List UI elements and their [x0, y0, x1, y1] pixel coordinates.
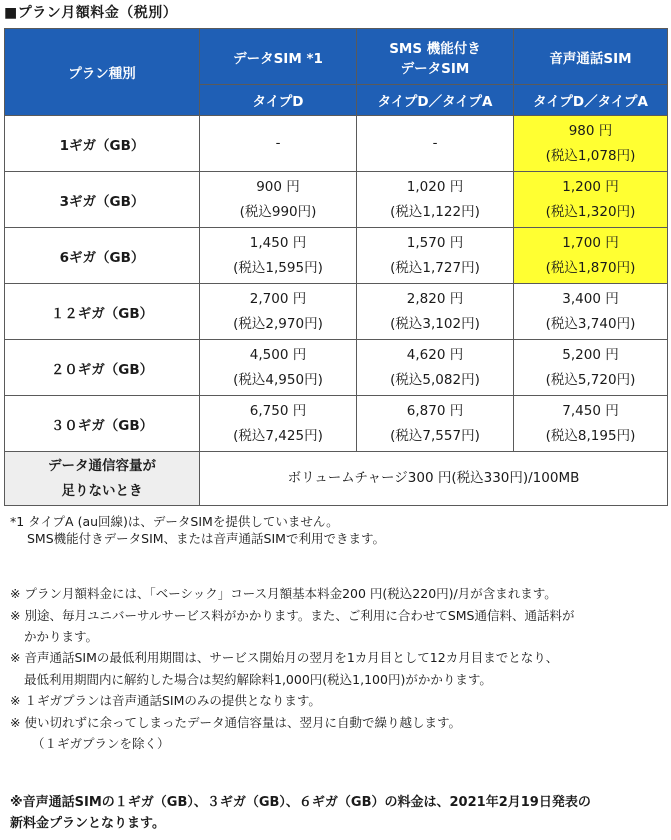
- price-cell: [514, 396, 668, 452]
- price: 2,820 円: [406, 290, 464, 307]
- charge-row: [5, 452, 668, 506]
- tax-price: (税込1,727円): [390, 259, 480, 276]
- tax-price: (税込1,320円): [545, 203, 636, 220]
- price-cell: [200, 284, 357, 340]
- note-text: （１ギガプランを除く）: [32, 736, 170, 751]
- important-note-line1: ※音声通話SIMの１ギガ（GB）、３ギガ（GB）、６ギガ（GB）の料金は、2021年2月19日発表の: [10, 795, 591, 810]
- row-label: 3ギガ（GB）: [5, 172, 200, 228]
- price-cell: [514, 340, 668, 396]
- price: 1,570 円: [406, 234, 464, 251]
- note-text: かかります。: [24, 629, 99, 644]
- price-cell: [357, 284, 514, 340]
- price-cell-highlight: [514, 172, 668, 228]
- table-row: [5, 172, 668, 228]
- price-cell: [514, 284, 668, 340]
- price-cell: [357, 228, 514, 284]
- price: 5,200 円: [562, 346, 619, 363]
- price: 3,400 円: [562, 290, 619, 307]
- footnote-1: [10, 513, 385, 547]
- price-cell-highlight: [514, 228, 668, 284]
- tax-price: (税込1,078円): [545, 147, 636, 164]
- price-cell-highlight: [514, 116, 668, 172]
- price: 7,450 円: [562, 402, 619, 419]
- note-text: ※ プラン月額料金には、「ベーシック」コース月額基本料金200 円(税込220円)/月が含まれます。: [10, 586, 557, 601]
- data-sim-type: タイプD: [200, 85, 357, 116]
- price: 6,870 円: [406, 402, 464, 419]
- note-text: ※ １ギガプランは音声通話SIMのみの提供となります。: [10, 693, 321, 708]
- row-label: １２ギガ（GB）: [5, 284, 200, 340]
- table-row: [5, 284, 668, 340]
- price: -: [432, 135, 438, 151]
- price-cell: [357, 340, 514, 396]
- sms-data-sim-type: タイプD／タイプA: [357, 85, 514, 116]
- note-text: ※ 別途、毎月ユニバーサルサービス料がかかります。また、ご利用に合わせてSMS通信料、通話料が: [10, 608, 575, 623]
- price: 2,700 円: [249, 290, 307, 307]
- voice-sim-type: タイプD／タイプA: [514, 85, 668, 116]
- price-cell: [357, 172, 514, 228]
- tax-price: (税込4,950円): [233, 371, 323, 388]
- charge-label-line2: 足りないとき: [61, 482, 143, 499]
- price: 1,200 円: [562, 178, 619, 195]
- price: 1,020 円: [406, 178, 464, 195]
- table-row: [5, 340, 668, 396]
- table-row: [5, 116, 668, 172]
- row-label: ２０ギガ（GB）: [5, 340, 200, 396]
- sms-data-sim-header: [357, 29, 514, 85]
- row-label: ３０ギガ（GB）: [5, 396, 200, 452]
- page-title: ■プラン月額料金（税別）: [4, 5, 178, 21]
- tax-price: (税込7,557円): [390, 427, 480, 444]
- note-text: ※ 使い切れずに余ってしまったデータ通信容量は、翌月に自動で繰り越します。: [10, 715, 461, 730]
- note-text: ※ 音声通話SIMの最低利用期間は、サービス開始月の翌月を1カ月目として12カ月目までとなり、: [10, 650, 559, 665]
- price: 4,620 円: [406, 346, 464, 363]
- charge-value: ボリュームチャージ300 円(税込330円)/100MB: [200, 452, 668, 506]
- voice-sim-header: 音声通話SIM: [514, 29, 668, 85]
- sms-header-line1: SMS 機能付き: [389, 40, 481, 57]
- tax-price: (税込3,102円): [390, 315, 480, 332]
- table-row: [5, 228, 668, 284]
- row-label: 1ギガ（GB）: [5, 116, 200, 172]
- note-text: 最低利用期間内に解約した場合は契約解除料1,000円(税込1,100円)がかかります。: [24, 672, 492, 687]
- price-cell: [357, 116, 514, 172]
- tax-price: (税込8,195円): [545, 427, 636, 444]
- row-label: 6ギガ（GB）: [5, 228, 200, 284]
- price-cell: [200, 396, 357, 452]
- price: 4,500 円: [249, 346, 307, 363]
- tax-price: (税込5,082円): [390, 371, 480, 388]
- tax-price: (税込3,740円): [545, 315, 636, 332]
- price-cell: [357, 396, 514, 452]
- price: 1,450 円: [249, 234, 307, 251]
- price-cell: [200, 116, 357, 172]
- tax-price: (税込1,595円): [233, 259, 323, 276]
- notes-list: [10, 583, 574, 754]
- price-cell: [200, 340, 357, 396]
- tax-price: (税込7,425円): [233, 427, 323, 444]
- tax-price: (税込990円): [239, 203, 317, 220]
- table-row: [5, 396, 668, 452]
- price: 980 円: [568, 122, 613, 139]
- tax-price: (税込1,870円): [545, 259, 636, 276]
- sms-header-line2: データSIM: [400, 60, 470, 77]
- tax-price: (税込2,970円): [233, 315, 323, 332]
- important-note: [10, 792, 591, 834]
- price-cell: [200, 172, 357, 228]
- note-text: *1 タイプA (au回線)は、データSIMを提供していません。: [10, 514, 339, 529]
- charge-label: [5, 452, 200, 506]
- plan-type-header: プラン種別: [5, 29, 200, 116]
- charge-label-line1: データ通信容量が: [48, 457, 156, 474]
- note-text: SMS機能付きデータSIM、または音声通話SIMで利用できます。: [27, 531, 385, 546]
- important-note-line2: 新料金プランとなります。: [10, 816, 165, 831]
- tax-price: (税込1,122円): [390, 203, 480, 220]
- price: 1,700 円: [562, 234, 619, 251]
- tax-price: (税込5,720円): [545, 371, 636, 388]
- data-sim-header: データSIM *1: [200, 29, 357, 85]
- price: -: [275, 135, 281, 151]
- price-table: [4, 28, 668, 506]
- price: 900 円: [256, 178, 300, 195]
- price-cell: [200, 228, 357, 284]
- price: 6,750 円: [249, 402, 307, 419]
